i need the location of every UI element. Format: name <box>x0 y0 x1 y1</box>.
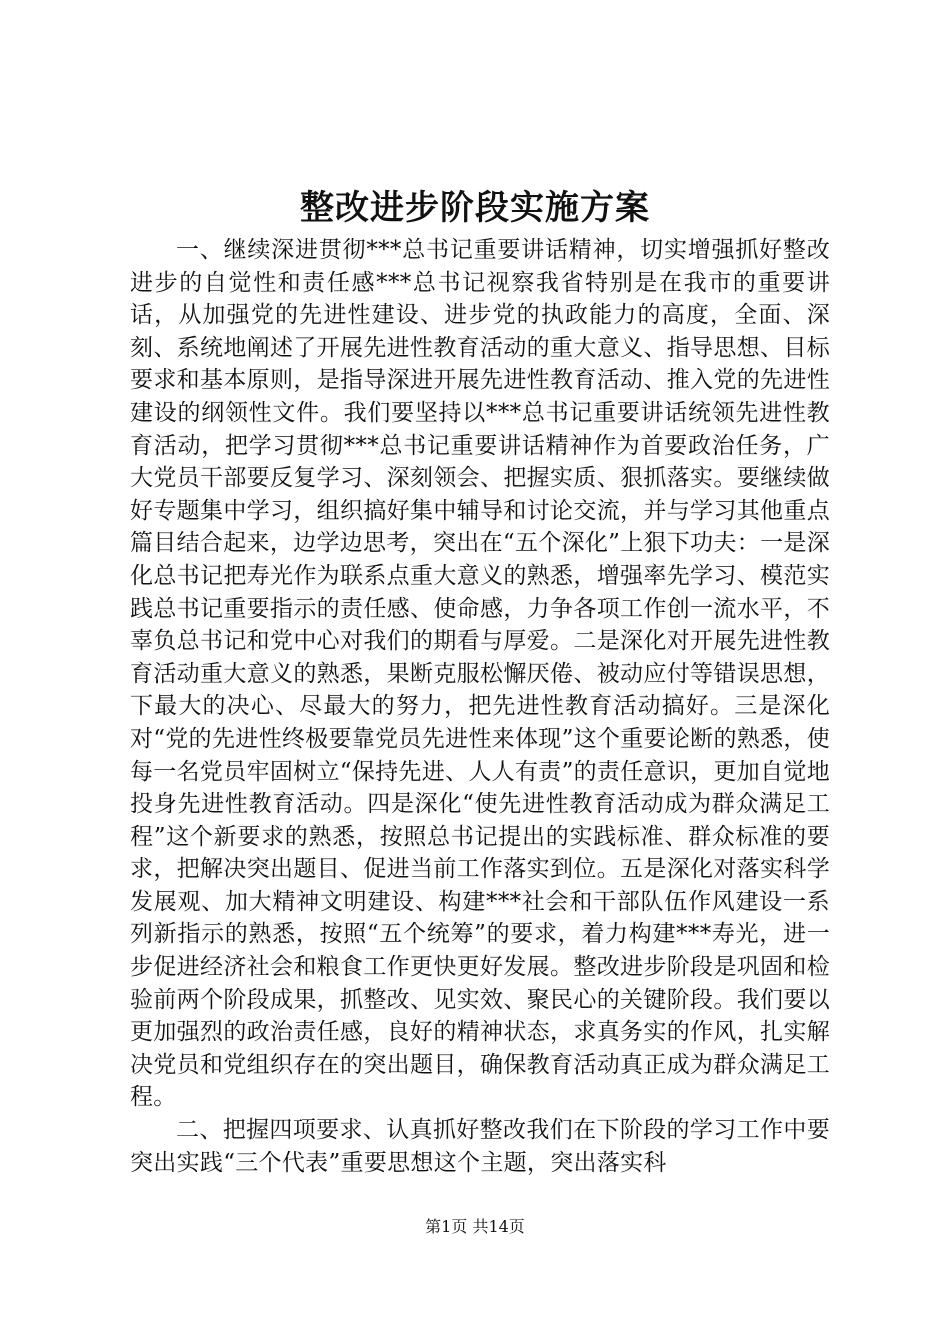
body-paragraph-1: 一、继续深进贯彻***总书记重要讲话精神，切实增强抓好整改进步的自觉性和责任感***总书记视察我省特别是在我市的重要讲话，从加强党的先进性建设、进步党的执政能力的高度，全面、深刻、系统地阐述了开展先进性教育活动的重大意义、指导思想、目标要求和基本原则，是指导深进开展先进性教育活动、推入党的先进性建设的纲领性文件。我们要坚持以***总书记重要讲话统领先进性教育活动，把学习贯彻***总书记重要讲话精神作为首要政治任务，广大党员干部要反复学习、深刻领会、把握实质、狠抓落实。要继续做好专题集中学习，组织搞好集中辅导和讨论交流，并与学习其他重点篇目结合起来，边学边思考，突出在“五个深化”上狠下功夫：一是深化总书记把寿光作为联系点重大意义的熟悉，增强率先学习、模范实践总书记重要指示的责任感、使命感，力争各项工作创一流水平，不辜负总书记和党中心对我们的期看与厚爱。二是深化对开展先进性教育活动重大意义的熟悉，果断克服松懈厌倦、被动应付等错误思想，下最大的决心、尽最大的努力，把先进性教育活动搞好。三是深化对“党的先进性终极要靠党员先进性来体现”这个重要论断的熟悉，使每一名党员牢固树立“保持先进、人人有责”的责任意识，更加自觉地投身先进性教育活动。四是深化“使先进性教育活动成为群众满足工程”这个新要求的熟悉，按照总书记提出的实践标准、群众标准的要求，把解决突出题目、促进当前工作落实到位。五是深化对落实科学发展观、加大精神文明建设、构建***社会和干部队伍作风建设一系列新指示的熟悉，按照“五个统筹”的要求，着力构建***寿光，进一步促进经济社会和粮食工作更快更好发展。整改进步阶段是巩固和检验前两个阶段成果，抓整改、见实效、聚民心的关键阶段。我们要以更加强烈的政治责任感，良好的精神状态，求真务实的作风，扎实解决党员和党组织存在的突出题目，确保教育活动真正成为群众满足工程。 <box>130 237 830 1111</box>
document-title: 整改进步阶段实施方案 <box>300 188 650 228</box>
body-paragraph-2: 二、把握四项要求、认真抓好整改我们在下阶段的学习工作中要突出实践“三个代表”重要思想这个主题，突出落实科 <box>130 1117 830 1176</box>
page-footer: 第1页 共14页 <box>425 1217 525 1236</box>
document-body <box>130 234 830 1179</box>
